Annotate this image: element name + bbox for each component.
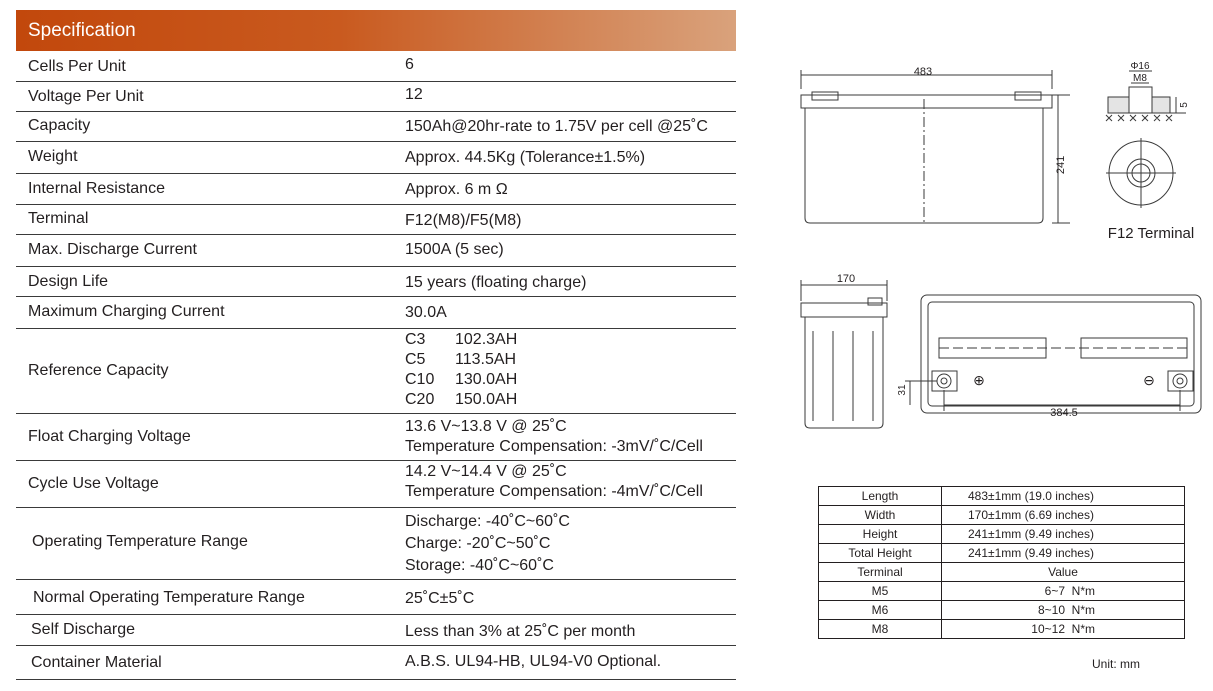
torque-header-key: Terminal — [819, 563, 942, 582]
spec-row — [16, 297, 736, 329]
terminal-spacing-label: 384.5 — [1050, 407, 1078, 419]
terminal-caption: F12 Terminal — [1107, 225, 1195, 242]
spec-value: Approx. 6 m Ω — [405, 181, 508, 198]
spec-row — [16, 580, 736, 615]
table-row — [819, 620, 1185, 639]
table-row — [819, 601, 1185, 620]
spec-value: 30.0A — [405, 304, 447, 321]
dimensions-table — [818, 486, 1185, 639]
spec-label: Operating Temperature Range — [32, 533, 248, 550]
table-row — [819, 487, 1185, 506]
capacity-rate: C3 — [405, 331, 426, 348]
spec-label: Weight — [28, 148, 78, 165]
terminal-detail-drawing — [1106, 61, 1194, 242]
spec-label: Voltage Per Unit — [28, 88, 144, 105]
reference-capacity-list — [405, 330, 517, 410]
dimension-value: 170±1mm (6.69 inches) — [942, 506, 1185, 525]
side-ribs — [813, 331, 873, 421]
torque-amount: 8~10 — [1037, 603, 1065, 617]
drawing-canvas — [790, 55, 1213, 455]
capacity-value: 113.5AH — [455, 351, 517, 368]
spec-label: Normal Operating Temperature Range — [33, 589, 305, 606]
torque-value — [942, 601, 1185, 620]
spec-value: 15 years (floating charge) — [405, 274, 587, 291]
dimension-value: 241±1mm (9.49 inches) — [942, 525, 1185, 544]
spec-row — [16, 329, 736, 414]
spec-row — [16, 112, 736, 142]
side-body — [805, 317, 883, 428]
spec-value — [405, 462, 703, 502]
spec-title: Specification — [16, 10, 736, 51]
spec-row — [16, 646, 736, 680]
torque-key: M5 — [819, 582, 942, 601]
spec-row — [16, 142, 736, 174]
spec-row — [16, 205, 736, 235]
positive-terminal-symbol: ⊕ — [973, 372, 985, 388]
spec-value: A.B.S. UL94-HB, UL94-V0 Optional. — [405, 653, 662, 670]
spec-label: Self Discharge — [31, 621, 136, 638]
spec-row — [16, 235, 736, 267]
terminal-post — [1015, 92, 1041, 100]
torque-unit: N*m — [1071, 603, 1096, 617]
technical-drawings — [790, 55, 1213, 455]
torque-amount: 6~7 — [1044, 584, 1065, 598]
top-view-drawing — [897, 295, 1201, 419]
side-width-label: 170 — [836, 273, 856, 285]
spec-value: 150Ah@20hr-rate to 1.75V per cell @25˚C — [405, 118, 708, 135]
dimension-key: Height — [819, 525, 942, 544]
top-inner-outline — [928, 302, 1194, 406]
capacity-value: 150.0AH — [455, 391, 518, 408]
value-line: Temperature Compensation: -4mV/˚C/Cell — [405, 483, 703, 500]
spec-label: Terminal — [28, 210, 89, 227]
terminal-depth-label: 5 — [1179, 102, 1190, 108]
spec-row — [16, 82, 736, 112]
value-line: Storage: -40˚C~60˚C — [405, 557, 554, 574]
torque-amount: 10~12 — [1031, 622, 1065, 636]
terminal-post-top-inner — [1177, 378, 1183, 384]
capacity-value: 130.0AH — [455, 371, 518, 388]
terminal-post — [812, 92, 838, 100]
spec-label: Reference Capacity — [28, 362, 169, 379]
spec-label: Maximum Charging Current — [28, 303, 225, 320]
spec-label: Internal Resistance — [28, 180, 165, 197]
side-terminal — [868, 298, 882, 305]
table-row — [819, 525, 1185, 544]
dimension-value: 483±1mm (19.0 inches) — [942, 487, 1185, 506]
battery-lid — [801, 95, 1052, 108]
table-header-row — [819, 563, 1185, 582]
spec-value: 1500A (5 sec) — [405, 241, 504, 258]
spec-value: Less than 3% at 25˚C per month — [405, 623, 636, 640]
spec-row — [16, 615, 736, 646]
spec-value: F12(M8)/F5(M8) — [405, 212, 522, 229]
value-line: 13.6 V~13.8 V @ 25˚C — [405, 418, 567, 435]
spec-row — [16, 174, 736, 205]
spec-row — [16, 267, 736, 297]
spec-value — [405, 417, 703, 457]
front-length-label: 483 — [913, 66, 933, 78]
top-outline — [921, 295, 1201, 413]
spec-value — [405, 511, 570, 577]
dimension-key: Total Height — [819, 544, 942, 563]
spec-label: Cells Per Unit — [28, 58, 126, 75]
value-line: Discharge: -40˚C~60˚C — [405, 513, 570, 530]
torque-value — [942, 582, 1185, 601]
torque-key: M8 — [819, 620, 942, 639]
spec-label: Design Life — [28, 273, 109, 290]
unit-note: Unit: mm — [1092, 657, 1140, 671]
dimension-key: Length — [819, 487, 942, 506]
terminal-post-top — [937, 374, 951, 388]
torque-key: M6 — [819, 601, 942, 620]
spec-label: Float Charging Voltage — [28, 428, 191, 445]
spec-value: 12 — [405, 86, 423, 103]
dimension-key: Width — [819, 506, 942, 525]
side-view-drawing — [801, 273, 887, 428]
value-line: 14.2 V~14.4 V @ 25˚C — [405, 463, 567, 480]
spec-value: Approx. 44.5Kg (Tolerance±1.5%) — [405, 149, 646, 166]
front-height-label: 241 — [1055, 155, 1067, 175]
terminal-post-top — [1173, 374, 1187, 388]
torque-value — [942, 620, 1185, 639]
value-line: Temperature Compensation: -3mV/˚C/Cell — [405, 438, 703, 455]
spec-label: Max. Discharge Current — [28, 241, 197, 258]
spec-label: Cycle Use Voltage — [28, 475, 159, 492]
torque-unit: N*m — [1071, 584, 1096, 598]
torque-header-value: Value — [942, 563, 1185, 582]
front-view-drawing — [801, 66, 1070, 223]
terminal-diameter-label: Φ16 — [1130, 61, 1150, 72]
spec-label: Capacity — [28, 117, 91, 134]
spec-value: 6 — [405, 56, 414, 73]
terminal-thread-label: M8 — [1133, 73, 1147, 84]
capacity-value: 102.3AH — [455, 331, 518, 348]
negative-terminal-symbol: ⊖ — [1143, 372, 1155, 388]
terminal-post-top-inner — [941, 378, 947, 384]
spec-row — [16, 508, 736, 580]
spec-row — [16, 414, 736, 461]
terminal-offset-label: 31 — [897, 384, 908, 396]
dimension-value: 241±1mm (9.49 inches) — [942, 544, 1185, 563]
table-row — [819, 544, 1185, 563]
spec-label: Container Material — [31, 654, 162, 671]
terminal-hatch — [1106, 115, 1172, 121]
spec-value: 25˚C±5˚C — [405, 590, 475, 607]
table-row — [819, 582, 1185, 601]
spec-row — [16, 52, 736, 82]
torque-unit: N*m — [1071, 622, 1096, 636]
terminal-bore — [1129, 87, 1152, 113]
table-row — [819, 506, 1185, 525]
spec-row — [16, 461, 736, 508]
capacity-rate: C5 — [405, 351, 426, 368]
capacity-rate: C20 — [405, 391, 435, 408]
capacity-rate: C10 — [405, 371, 435, 388]
value-line: Charge: -20˚C~50˚C — [405, 535, 551, 552]
